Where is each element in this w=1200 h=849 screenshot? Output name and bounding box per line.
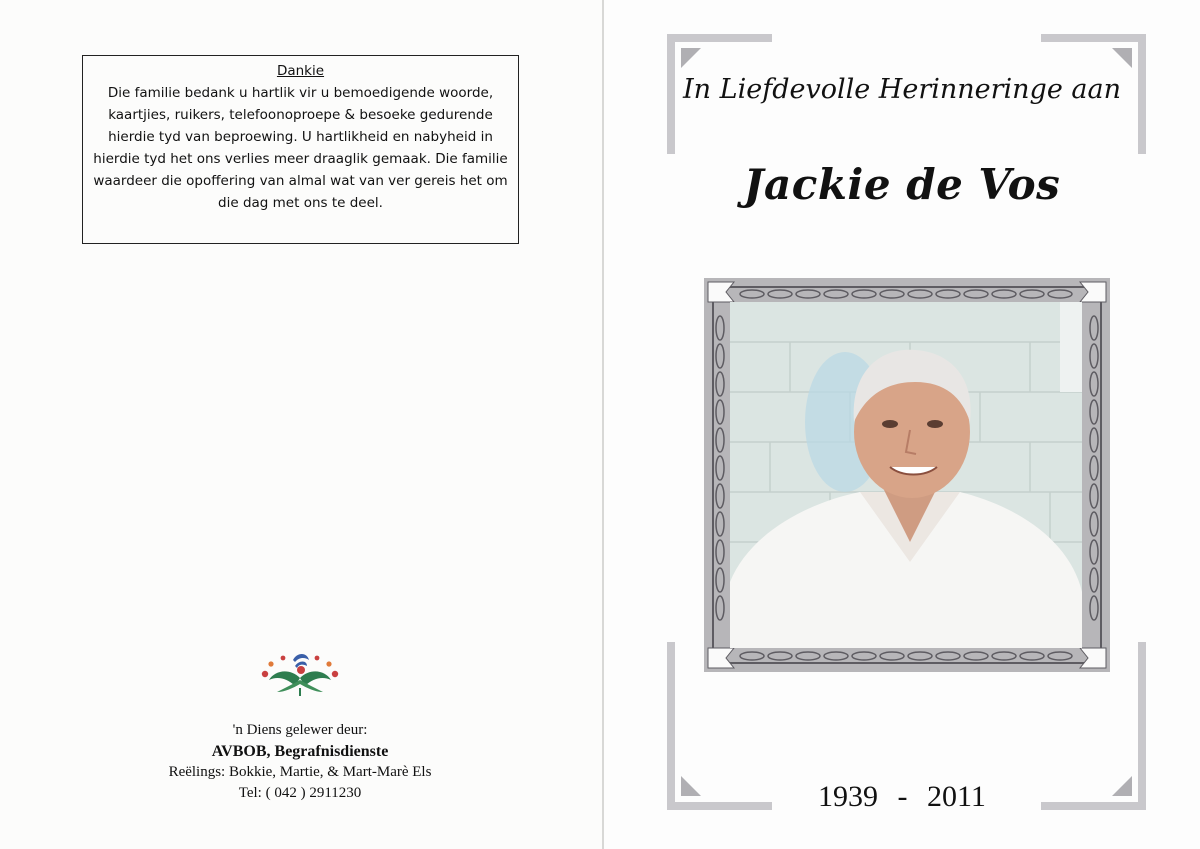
thanks-box <box>82 55 519 244</box>
photo-frame <box>704 278 1110 672</box>
year-separator: - <box>897 780 908 813</box>
death-year: 2011 <box>927 780 986 813</box>
service-intro: 'n Diens gelewer deur: <box>232 722 368 738</box>
memorial-heading: In Liefdevolle Herinneringe aan <box>683 74 1121 105</box>
thanks-body: Die familie bedank u hartlik vir u bemoedigende woorde, kaartjies, ruikers, telefoonoproepe & besoeke gedurende hierdie tyd van beproewing. U hartlikheid en nabyheid in hierdie tyd het ons verlies meer draaglik gemaak. Die familie waardeer die opoffering van almal wat van ver gereis het om die dag met ons te deel. <box>93 85 508 211</box>
floral-emblem-icon <box>255 648 345 698</box>
service-arrangements: Reëlings: Bokkie, Martie, & Mart-Marè Els <box>168 764 432 780</box>
deceased-name: Jackie de Vos <box>743 160 1061 209</box>
birth-year: 1939 <box>818 780 879 813</box>
life-years <box>604 780 1200 814</box>
portrait-photo <box>730 302 1082 648</box>
service-company: AVBOB, Begrafnisdienste <box>211 743 389 760</box>
thanks-title: Dankie <box>276 63 325 79</box>
funeral-service-info <box>140 720 460 804</box>
service-phone: Tel: ( 042 ) 2911230 <box>238 785 362 801</box>
